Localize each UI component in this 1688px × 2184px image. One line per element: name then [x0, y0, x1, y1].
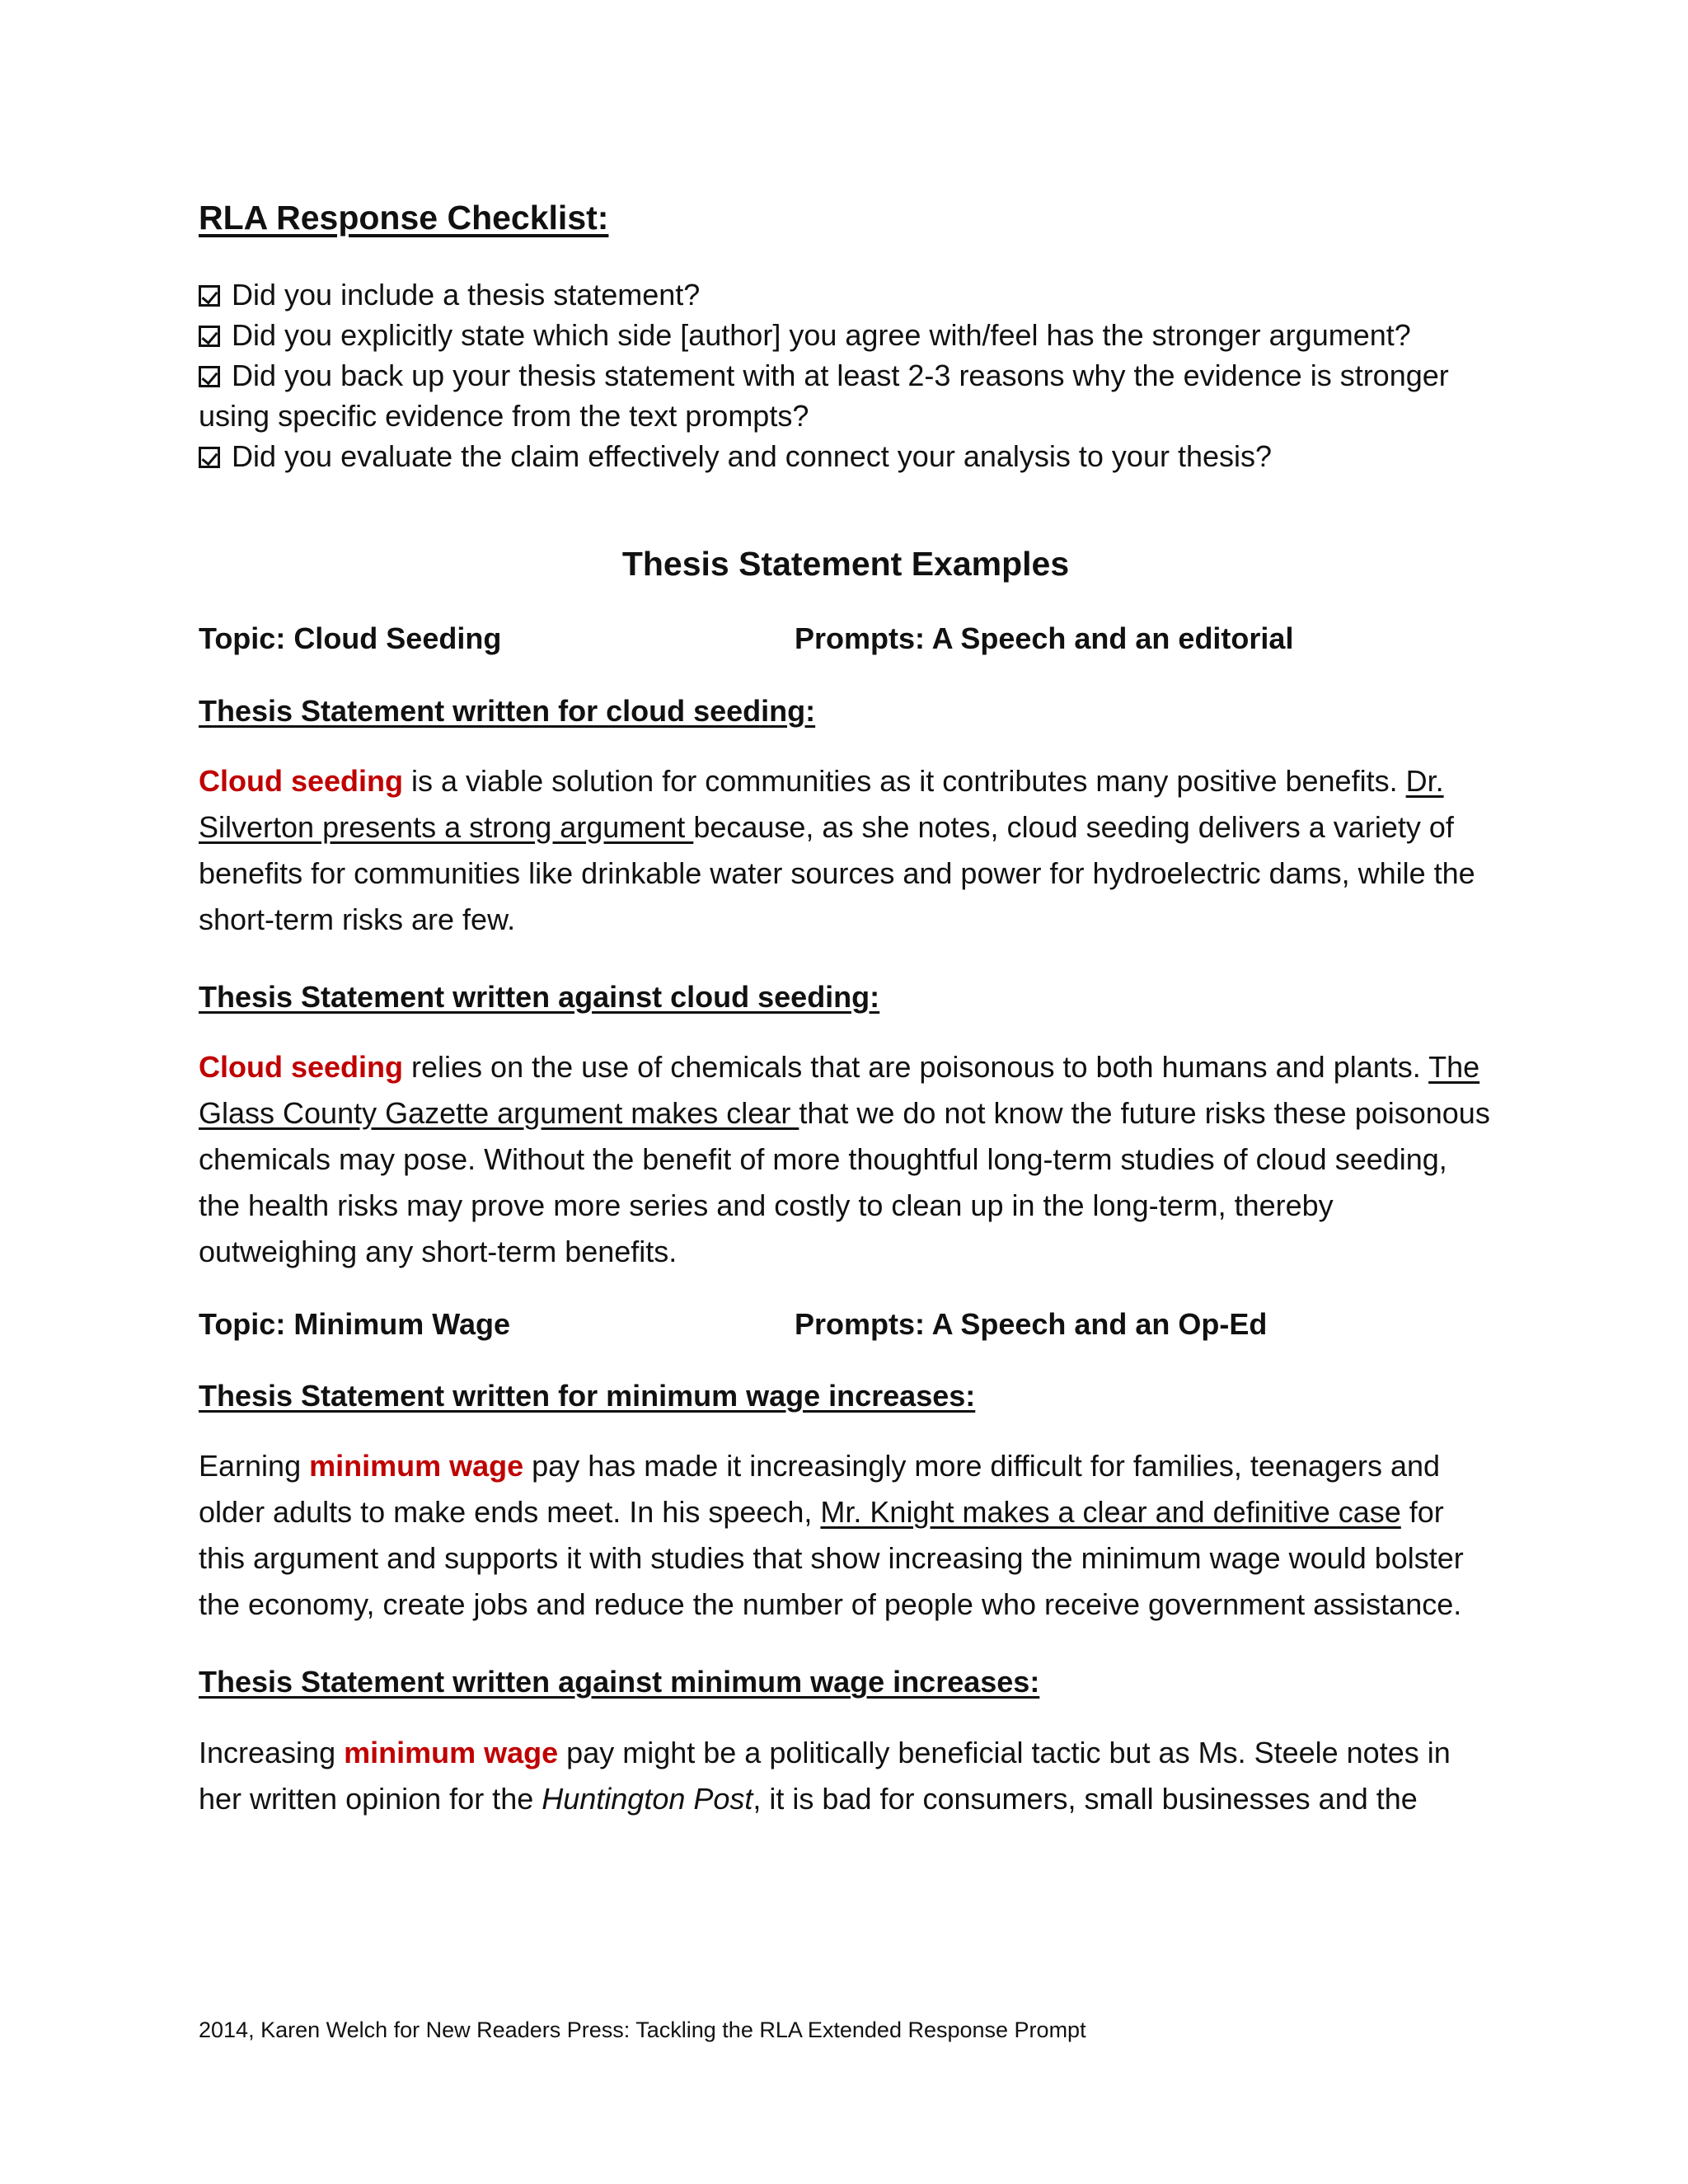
paragraph-text: that we do not know the future risks these poisonous chemicals may pose. Without the benefit of more thoughtful long-term studies of cloud seeding, the health risks may prove more series and costly to clean up in the long-term, thereby outweighing any short-term benefits.	[199, 1095, 1490, 1268]
paragraph-text: for this argument and supports it with studies that show increasing the minimum wage would bolster the economy, create jobs and reduce the number of people who receive government assistance.	[199, 1495, 1464, 1622]
paragraph-text: is a viable solution for communities as it contributes many positive benefits.	[403, 763, 1406, 798]
underlined-text: The Glass County Gazette argument makes clear	[199, 1049, 1480, 1130]
checkbox-checked-icon	[199, 326, 220, 347]
thesis-paragraph-against-cloud-seeding	[199, 1044, 1493, 1275]
checkbox-checked-icon	[199, 285, 220, 307]
thesis-paragraph-for-minimum-wage	[199, 1443, 1493, 1628]
thesis-paragraph-against-minimum-wage	[199, 1730, 1493, 1822]
topic-row-minimum-wage	[199, 1306, 1493, 1342]
prompts-label: Prompts: A Speech and an Op-Ed	[795, 1306, 1268, 1341]
topic-label: Topic: Minimum Wage	[199, 1306, 510, 1341]
examples-title: Thesis Statement Examples	[621, 545, 1070, 583]
underlined-text: Mr. Knight makes a clear and definitive case	[820, 1495, 1401, 1530]
page-footer: 2014, Karen Welch for New Readers Press: Tackling the RLA Extended Response Prompt	[199, 2018, 1086, 2042]
thesis-heading-against-minimum-wage: Thesis Statement written against minimum wage increases:	[199, 1665, 1040, 1699]
checkbox-checked-icon	[199, 366, 220, 387]
underlined-text: Dr. Silverton presents a strong argument	[199, 763, 1444, 844]
paragraph-text: Increasing	[199, 1735, 345, 1769]
checklist-item-text: Did you back up your thesis statement with at least 2-3 reasons why the evidence is stronger using specific evidence from the text prompts?	[199, 359, 1449, 434]
paragraph-text: because, as she notes, cloud seeding delivers a variety of benefits for communities like drinkable water sources and power for hydroelectric dams, while the short-term risks are few.	[199, 809, 1475, 936]
thesis-heading-against-cloud-seeding: Thesis Statement written against cloud seeding:	[199, 979, 880, 1014]
paragraph-text: Earning	[199, 1449, 310, 1483]
checklist	[199, 274, 1493, 476]
checklist-item	[199, 315, 1493, 355]
checkbox-checked-icon	[199, 447, 220, 468]
checklist-item	[199, 436, 1493, 476]
prompts-label: Prompts: A Speech and an editorial	[795, 621, 1294, 656]
checklist-item-text: Did you include a thesis statement?	[232, 278, 701, 312]
topic-row-cloud-seeding	[199, 621, 1493, 656]
highlight-term: minimum wage	[344, 1735, 559, 1769]
paragraph-text: pay has made it increasingly more difficult for families, teenagers and older adults to make ends meet. In his speech,	[199, 1449, 1441, 1530]
thesis-heading-for-minimum-wage: Thesis Statement written for minimum wage increases:	[199, 1379, 976, 1413]
paragraph-text: pay might be a politically beneficial tactic but as Ms. Steele notes in her written opinion for the	[199, 1735, 1451, 1816]
paragraph-text: relies on the use of chemicals that are poisonous to both humans and plants.	[403, 1049, 1429, 1084]
highlight-term: minimum wage	[309, 1449, 524, 1483]
thesis-heading-for-cloud-seeding: Thesis Statement written for cloud seeding:	[199, 693, 816, 728]
highlight-term: Cloud seeding	[199, 1049, 404, 1084]
checklist-title: RLA Response Checklist:	[199, 199, 609, 237]
thesis-paragraph-for-cloud-seeding	[199, 758, 1493, 943]
checklist-item-text: Did you evaluate the claim effectively and connect your analysis to your thesis?	[232, 439, 1273, 474]
publication-title: Huntington Post	[542, 1781, 753, 1816]
document-body	[199, 198, 1493, 1822]
paragraph-text: , it is bad for consumers, small businesses and the	[753, 1781, 1418, 1816]
highlight-term: Cloud seeding	[199, 763, 404, 798]
topic-label: Topic: Cloud Seeding	[199, 621, 502, 656]
checklist-item	[199, 355, 1493, 436]
checklist-item	[199, 274, 1493, 315]
checklist-item-text: Did you explicitly state which side [author] you agree with/feel has the stronger argument?	[232, 318, 1411, 353]
